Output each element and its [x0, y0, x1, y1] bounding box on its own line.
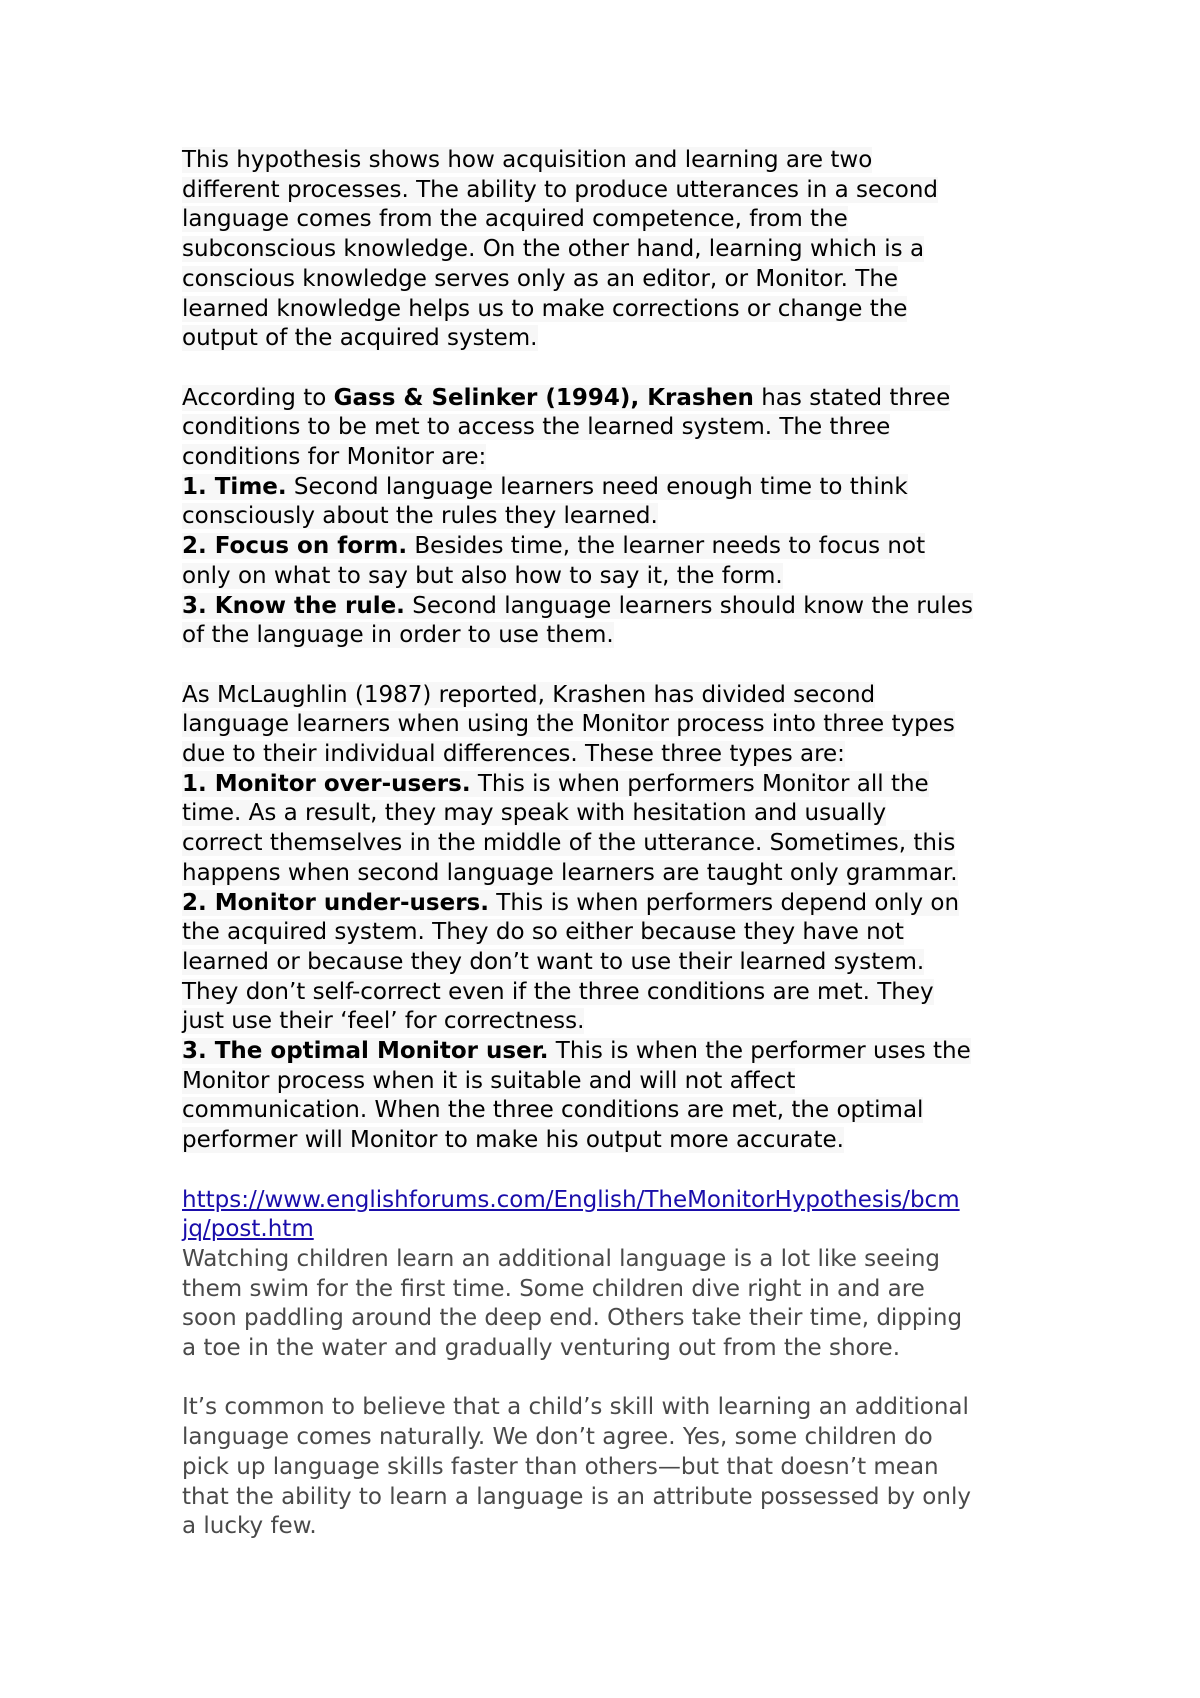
- text-line: conditions for Monitor are:: [182, 444, 487, 471]
- text-line: performer will Monitor to make his output more accurate.: [182, 1127, 844, 1154]
- text-line: Monitor process when it is suitable and will not affect: [182, 1067, 796, 1094]
- monitor-type-label: 2. Monitor under-users.: [182, 889, 489, 916]
- text-line: This hypothesis shows how acquisition and learning are two: [182, 147, 873, 173]
- text-line: conditions to be met to access the learned system. The three: [182, 414, 891, 441]
- paragraph-gap: [182, 354, 1032, 384]
- text-line: learned or because they don’t want to use their learned system.: [182, 948, 925, 975]
- text-line: a lucky few.: [182, 1513, 317, 1540]
- paragraph-gap: [182, 651, 1032, 681]
- text-line: communication. When the three conditions are met, the optimal: [182, 1097, 924, 1124]
- text-line: the acquired system. They do so either because they have not: [182, 919, 904, 946]
- citation-bold: Gass & Selinker (1994), Krashen: [333, 384, 754, 411]
- condition-item: 3. Know the rule. Second language learners should know the rules: [182, 592, 973, 619]
- text-line: correct themselves in the middle of the utterance. Sometimes, this: [182, 830, 956, 857]
- text-line: language comes naturally. We don’t agree. Yes, some children do: [182, 1424, 933, 1451]
- text-line: due to their individual differences. These three types are:: [182, 741, 845, 768]
- text-line: language comes from the acquired competence, from the: [182, 206, 848, 233]
- paragraph-monitor-types: [182, 681, 1032, 1156]
- paragraph-natural-skill: [182, 1393, 1032, 1542]
- text-line: of the language in order to use them.: [182, 622, 614, 649]
- monitor-type-item: 1. Monitor over-users. This is when performers Monitor all the: [182, 770, 929, 797]
- monitor-type-item: 3. The optimal Monitor user. This is when the performer uses the: [182, 1038, 971, 1065]
- text-line: output of the acquired system.: [182, 325, 538, 352]
- text-line: soon paddling around the deep end. Others take their time, dipping: [182, 1305, 963, 1332]
- condition-item: 1. Time. Second language learners need enough time to think: [182, 473, 908, 500]
- text-line: As McLaughlin (1987) reported, Krashen has divided second: [182, 681, 876, 708]
- paragraph-gap: [182, 1364, 1032, 1394]
- text-line: time. As a result, they may speak with hesitation and usually: [182, 800, 887, 827]
- monitor-type-label: 1. Monitor over-users.: [182, 770, 471, 797]
- text-line: just use their ‘feel’ for correctness.: [182, 1008, 585, 1035]
- monitor-type-item: 2. Monitor under-users. This is when performers depend only on: [182, 889, 960, 916]
- paragraph-gap: [182, 1156, 1032, 1186]
- text-line: It’s common to believe that a child’s skill with learning an additional: [182, 1394, 969, 1421]
- text-line: happens when second language learners are taught only grammar.: [182, 859, 958, 886]
- source-link[interactable]: [182, 1186, 1032, 1245]
- text-line: subconscious knowledge. On the other hand, learning which is a: [182, 236, 925, 263]
- condition-item: 2. Focus on form. Besides time, the learner needs to focus not: [182, 533, 926, 560]
- text-line: a toe in the water and gradually venturing out from the shore.: [182, 1335, 901, 1362]
- text-line: pick up language skills faster than others—but that doesn’t mean: [182, 1453, 939, 1480]
- text-line: consciously about the rules they learned.: [182, 503, 658, 530]
- condition-label: 1. Time.: [182, 473, 287, 500]
- condition-label: 3. Know the rule.: [182, 592, 405, 619]
- text-line: only on what to say but also how to say it, the form.: [182, 562, 783, 589]
- text-line: language learners when using the Monitor process into three types: [182, 711, 955, 738]
- source-link-line[interactable]: https://www.englishforums.com/English/TheMonitorHypothesis/bcm: [182, 1186, 960, 1213]
- text-line: They don’t self-correct even if the three conditions are met. They: [182, 978, 934, 1005]
- condition-label: 2. Focus on form.: [182, 533, 408, 560]
- text-line: that the ability to learn a language is an attribute possessed by only: [182, 1483, 971, 1510]
- text-line: different processes. The ability to produce utterances in a second: [182, 176, 939, 203]
- text-line: Watching children learn an additional language is a lot like seeing: [182, 1245, 941, 1272]
- paragraph-swimming: [182, 1245, 1032, 1364]
- source-link-line[interactable]: jq/post.htm: [182, 1216, 314, 1243]
- text-line: conscious knowledge serves only as an editor, or Monitor. The: [182, 265, 899, 292]
- monitor-type-label: 3. The optimal Monitor user.: [182, 1038, 549, 1065]
- paragraph-hypothesis: [182, 146, 1032, 354]
- text-line: them swim for the first time. Some children dive right in and are: [182, 1275, 925, 1302]
- text-line: According to Gass & Selinker (1994), Krashen has stated three: [182, 384, 951, 411]
- text-line: learned knowledge helps us to make corrections or change the: [182, 295, 908, 322]
- paragraph-conditions: [182, 384, 1032, 651]
- document-body: [182, 146, 1032, 1542]
